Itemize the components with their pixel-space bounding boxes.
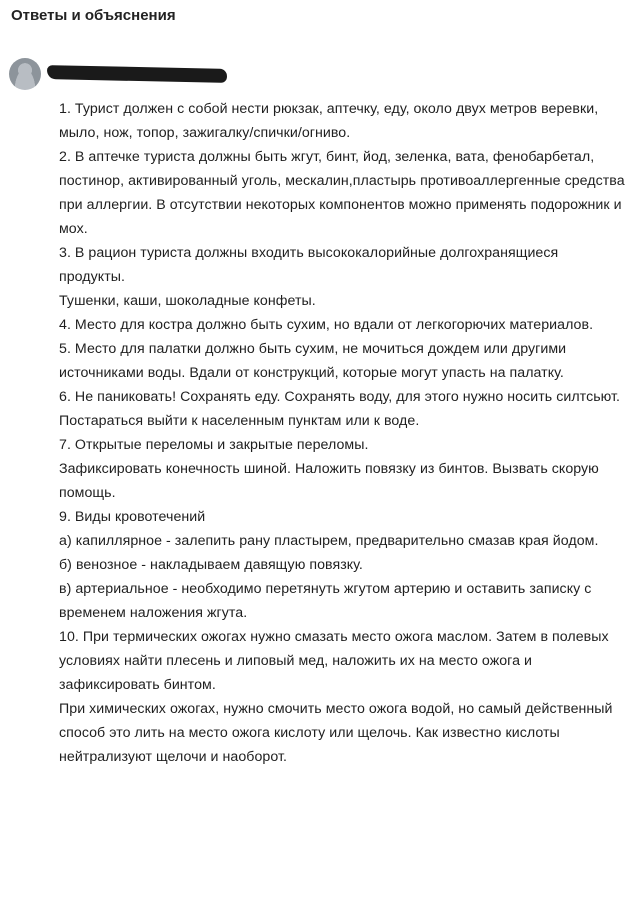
answer-paragraph: б) венозное - накладываем давящую повязку. xyxy=(59,557,363,573)
answer-text xyxy=(59,97,625,769)
answer-paragraph: 1. Турист должен с собой нести рюкзак, аптечку, еду, около двух метров веревки, мыло, нож, топор, зажигалку/спички/огниво. xyxy=(59,101,599,141)
answer-paragraph: 9. Виды кровотечений xyxy=(59,509,206,525)
answer-paragraph: Тушенки, каши, шоколадные конфеты. xyxy=(59,293,316,309)
answer-paragraph: 5. Место для палатки должно быть сухим, не мочиться дождем или другими источниками воды. Вдали от конструкций, которые могут упасть на палатку. xyxy=(59,341,567,381)
section-title: Ответы и объяснения xyxy=(11,7,176,24)
answer-paragraph: 10. При термических ожогах нужно смазать место ожога маслом. Затем в полевых условиях найти плесень и липовый мед, наложить их на место ожога и зафиксировать бинтом. xyxy=(59,629,609,693)
avatar[interactable] xyxy=(9,58,41,90)
answer-paragraph: 2. В аптечке туриста должны быть жгут, бинт, йод, зеленка, вата, фенобарбетал, постинор, активированный уголь, мескалин,пластырь противоаллергенные средства при аллергии. В отсутствии некоторых компонентов можно применять подорожник и мох. xyxy=(59,149,625,237)
answer-paragraph: Зафиксировать конечность шиной. Наложить повязку из бинтов. Вызвать скорую помощь. xyxy=(59,461,599,501)
author-row[interactable] xyxy=(9,58,249,92)
answer-paragraph: 3. В рацион туриста должны входить высококалорийные долгохранящиеся продукты. xyxy=(59,245,559,285)
answer-paragraph: При химических ожогах, нужно смочить место ожога водой, но самый действенный способ это лить на место ожога кислоту или щелочь. Как известно кислоты нейтрализуют щелочи и наоборот. xyxy=(59,701,613,765)
answer-paragraph: 4. Место для костра должно быть сухим, но вдали от легкогорючих материалов. xyxy=(59,317,594,333)
answer-paragraph: а) капиллярное - залепить рану пластырем, предварительно смазав края йодом. xyxy=(59,533,599,549)
author-name-redacted[interactable] xyxy=(47,65,227,83)
answer-paragraph: 7. Открытые переломы и закрытые переломы. xyxy=(59,437,369,453)
answer-paragraph: в) артериальное - необходимо перетянуть жгутом артерию и оставить записку с временем наложения жгута. xyxy=(59,581,592,621)
answer-paragraph: 6. Не паниковать! Сохранять еду. Сохранять воду, для этого нужно носить силтсьют. Постараться выйти к населенным пунктам или к воде. xyxy=(59,389,620,429)
